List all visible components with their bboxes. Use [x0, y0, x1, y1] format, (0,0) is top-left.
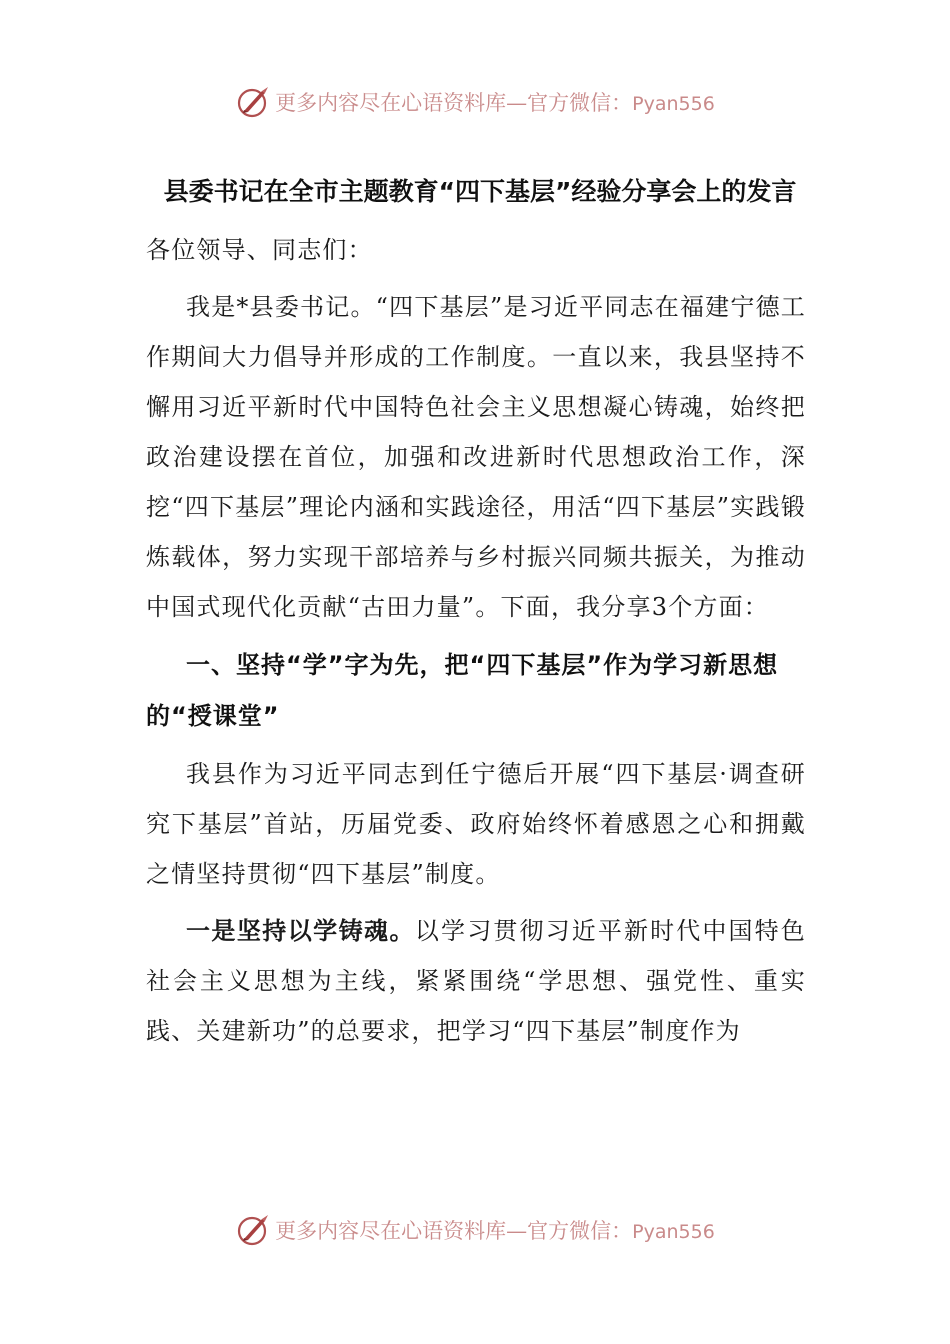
point-1-paragraph — [146, 906, 806, 1056]
banner-wechat-id: Pyan556 — [632, 1221, 715, 1243]
quill-pen-logo-icon — [235, 84, 271, 120]
header-banner — [0, 82, 950, 122]
salutation: 各位领导、同志们： — [146, 236, 373, 264]
point-1-lead: 一是坚持以学铸魂。 — [186, 917, 415, 945]
quill-pen-logo-icon — [235, 1212, 271, 1248]
section-1-paragraph: 我县作为习近平同志到任宁德后开展“四下基层·调查研究下基层”首站，历届党委、政府始终怀着感恩之心和拥戴之情坚持贯彻“四下基层”制度。 — [146, 760, 806, 888]
banner-text: 更多内容尽在心语资料库—官方微信： — [275, 1219, 633, 1243]
document-title: 县委书记在全市主题教育“四下基层”经验分享会上的发言 — [163, 177, 797, 206]
banner-text: 更多内容尽在心语资料库—官方微信： — [275, 91, 633, 115]
footer-banner — [0, 1210, 950, 1250]
banner-wechat-id: Pyan556 — [632, 93, 715, 115]
document-body — [146, 166, 806, 1056]
point-1-text: 以学习贯彻习近平新时代中国特色社会主义思想为主线，紧紧围绕“学思想、强党性、重实践、关建新功”的总要求，把学习“四下基层”制度作为 — [146, 917, 807, 1045]
intro-paragraph: 我是*县委书记。“四下基层”是习近平同志在福建宁德工作期间大力倡导并形成的工作制度。一直以来，我县坚持不懈用习近平新时代中国特色社会主义思想凝心铸魂，始终把政治建设摆在首位，加强和改进新时代思想政治工作，深挖“四下基层”理论内涵和实践途径，用活“四下基层”实践锻炼载体，努力实现干部培养与乡村振兴同频共振关，为推动中国式现代化贡献“古田力量”。下面，我分享3个方面： — [146, 293, 806, 621]
section-1-heading: 一、坚持“学”字为先，把“四下基层”作为学习新思想的“授课堂” — [146, 651, 779, 730]
